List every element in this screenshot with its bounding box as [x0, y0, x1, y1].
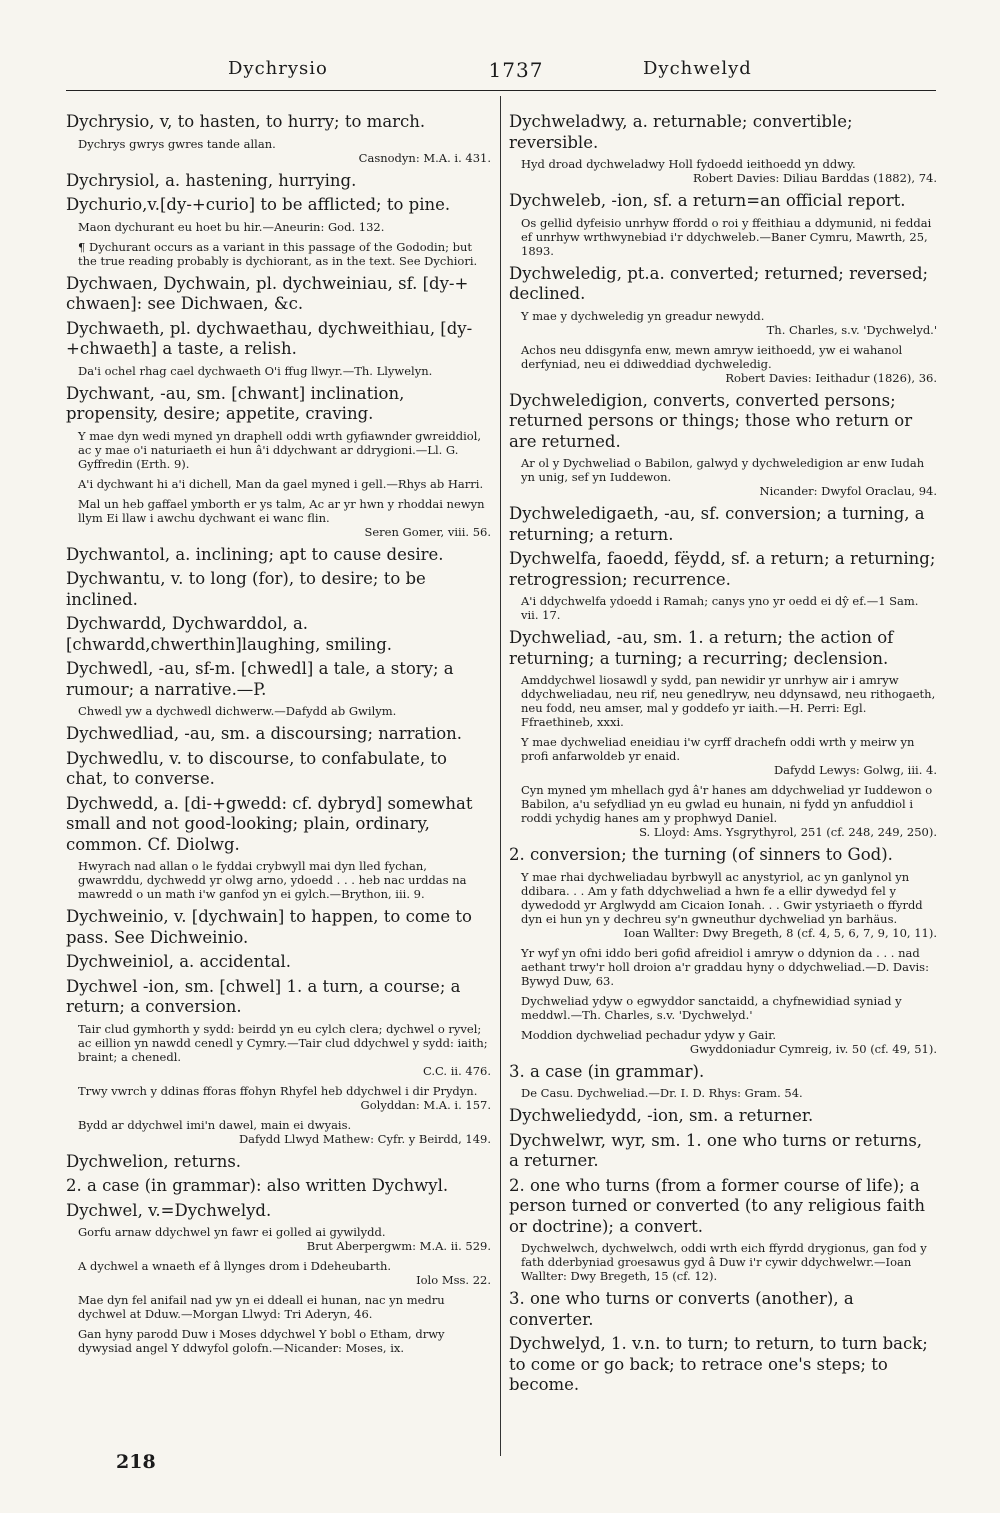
quotation: [78, 1022, 491, 1078]
quotation: [521, 994, 937, 1022]
quotation: [78, 477, 491, 491]
quotation: [521, 1028, 937, 1056]
quotation-text: Yr wyf yn ofni iddo beri gofid afreidiol i amryw o ddynion da . . . nad aethant trwy'r holl droion a'r graddau hyny o ddychweliad.—D. Davis: Bywyd Duw, 63.: [521, 945, 929, 988]
header-rule: [66, 90, 936, 91]
quotation: [521, 946, 937, 988]
quotation: [521, 1241, 937, 1283]
quotation-text: Y mae dyn wedi myned yn draphell oddi wrth gyfiawnder gwreiddiol, ac y mae o'i naturiaeth ei hun â'i ddychwant ar ddrygioni.—Ll. G. Gyffredin (Erth. 9).: [78, 428, 482, 471]
dictionary-entry: Dychwant, -au, sm. [chwant] inclination, propensity, desire; appetite, craving.: [66, 383, 405, 423]
quotation: [521, 735, 937, 777]
quotation-text: Dychweliad ydyw o egwyddor sanctaidd, a chyfnewidiad syniad y meddwl.—Th. Charles, s.v. 'Dychwelyd.': [521, 993, 902, 1022]
quotation-text: Maon dychurant eu hoet bu hir.—Aneurin: God. 132.: [78, 219, 385, 234]
quotation: [78, 1118, 491, 1146]
right-column: [509, 112, 937, 1400]
dictionary-entry: Dychweledig, pt.a. converted; returned; reversed; declined.: [509, 263, 929, 303]
quotation: [78, 240, 491, 268]
dictionary-entry: Dychweliedydd, -ion, sm. a returner.: [509, 1106, 814, 1125]
dictionary-entry: Dychwelfa, faoedd, fëydd, sf. a return; a returning; retrogression; recurrence.: [509, 549, 936, 589]
quotation-text: Cyn myned ym mhellach gyd â'r hanes am ddychweliad yr Iuddewon o Babilon, a'u sefydliad yn eu gwlad eu hunain, ni fydd yn anfuddiol i roddi ychydig hanes am y prophwyd Daniel.: [521, 783, 933, 825]
quotation-text: Mal un heb gaffael ymborth er ys talm, Ac ar yr hwn y rhoddai newyn llym Ei llaw i awchu dychwant ei wanc flin.: [78, 496, 485, 525]
quotation-text: Achos neu ddisgynfa enw, mewn amryw ieithoedd, yw ei wahanol derfyniad, neu ei ddiweddiad dychweledig.: [521, 342, 903, 371]
quotation-text: Y mae rhai dychweliadau byrbwyll ac anystyriol, ac yn ganlynol yn ddibara. . . Am y fath ddychweliad a hwn fe a ellir dywedyd fel y dywedodd yr Arglwydd am Cicaion Ionah. . . Gwir ystyriaeth o ffyrdd dyn ei hun yn y dechreu sy'n gwneuthur dychweliad yn barhäus.: [521, 869, 923, 926]
quotation: [521, 157, 937, 185]
quotation-source: Seren Gomer, viii. 56.: [364, 524, 491, 539]
quotation-text: ¶ Dychurant occurs as a variant in this passage of the Gododin; but the true reading probably is dychiorant, as in the text. See Dychiori.: [78, 239, 478, 268]
quotation-text: Hwyrach nad allan o le fyddai crybwyll mai dyn lled fychan, gwawrddu, dychwedd yr olwg arno, ydoedd . . . heb nac urddas na mawredd o un math i'w ganfod yn ei gylch.—Brython, iii. 9.: [78, 859, 467, 901]
dictionary-entry: Dychwantu, v. to long (for), to desire; to be inclined.: [66, 569, 426, 609]
quotation-text: Trwy vwrch y ddinas fforas ffohyn Rhyfel heb ddychwel i dir Prydyn.: [78, 1083, 478, 1098]
folio-number: 218: [116, 1451, 156, 1473]
quotation: [78, 704, 491, 718]
quotation-text: Y mae dychweliad eneidiau i'w cyrff drachefn oddi wrth y meirw yn profi anfarwoldeb yr enaid.: [521, 735, 915, 763]
dictionary-entry: 3. one who turns or converts (another), a converter.: [509, 1289, 854, 1329]
quotation-source: Dafydd Lewys: Golwg, iii. 4.: [773, 763, 937, 777]
quotation-source: Brut Aberpergwm: M.A. ii. 529.: [306, 1239, 491, 1253]
dictionary-entry: 2. one who turns (from a former course of life); a person turned or converted (to any religious faith or doctrine); a convert.: [509, 1175, 925, 1236]
left-column: [66, 112, 491, 1361]
dictionary-entry: Dychrysio, v, to hasten, to hurry; to march.: [66, 112, 426, 131]
dictionary-entry: Dychweinio, v. [dychwain] to happen, to come to pass. See Dichweinio.: [66, 907, 472, 947]
header-page-number: 1737: [488, 58, 544, 82]
quotation-source: S. Lloyd: Ams. Ysgrythyrol, 251 (cf. 248, 249, 250).: [639, 825, 937, 839]
quotation: [78, 859, 491, 901]
quotation: [521, 343, 937, 385]
dictionary-entry: Dychwelwr, wyr, sm. 1. one who turns or returns, a returner.: [509, 1130, 923, 1170]
quotation: [521, 870, 937, 940]
quotation-source: Casnodyn: M.A. i. 431.: [358, 150, 491, 165]
dictionary-entry: Dychrysiol, a. hastening, hurrying.: [66, 170, 357, 190]
quotation-text: Moddion dychweliad pechadur ydyw y Gair.: [521, 1027, 777, 1042]
quotation: [78, 220, 491, 234]
dictionary-entry: Dychweliad, -au, sm. 1. a return; the action of returning; a turning; a recurring; declension.: [509, 628, 894, 668]
quotation: [78, 1084, 491, 1112]
quotation-source: Robert Davies: Diliau Barddas (1882), 74.: [693, 171, 937, 185]
dictionary-entry: Dychwelyd, 1. v.n. to turn; to return, to turn back; to come or go back; to retrace one's steps; to become.: [509, 1334, 928, 1394]
header-left-word: Dychrysio: [228, 58, 328, 79]
dictionary-entry: Dychwantol, a. inclining; apt to cause desire.: [66, 544, 444, 564]
header-right-word: Dychwelyd: [643, 58, 752, 79]
quotation: [521, 673, 937, 729]
dictionary-entry: Dychurio,v.[dy-+curio] to be afflicted; to pine.: [66, 195, 451, 214]
quotation: [521, 783, 937, 839]
quotation: [78, 364, 491, 378]
quotation-source: Gwyddoniadur Cymreig, iv. 50 (cf. 49, 51).: [689, 1041, 937, 1056]
dictionary-entry: Dychweledigaeth, -au, sf. conversion; a turning, a returning; a return.: [509, 504, 925, 544]
running-header: [66, 58, 936, 90]
quotation: [521, 309, 937, 337]
dictionary-entry: Dychwaen, Dychwain, pl. dychweiniau, sf. [dy-+ chwaen]: see Dichwaen, &c.: [66, 273, 469, 313]
quotation-text: Mae dyn fel anifail nad yw yn ei ddeall ei hunan, nac yn medru dychwel at Dduw.—Morgan Llwyd: Tri Aderyn, 46.: [78, 1293, 445, 1321]
dictionary-entry: Dychwedliad, -au, sm. a discoursing; narration.: [66, 724, 463, 743]
dictionary-entry: Dychwardd, Dychwarddol, a.[chwardd,chwerthin]laughing, smiling.: [66, 614, 393, 654]
dictionary-entry: Dychwaeth, pl. dychwaethau, dychweithiau, [dy-+chwaeth] a taste, a relish.: [66, 318, 473, 358]
quotation-source: Robert Davies: Ieithadur (1826), 36.: [725, 370, 937, 385]
quotation-text: Hyd droad dychweladwy Holl fydoedd ieithoedd yn ddwy.: [521, 157, 856, 171]
quotation-text: Dychrys gwrys gwres tande allan.: [78, 136, 276, 151]
quotation-text: A'i ddychwelfa ydoedd i Ramah; canys yno yr oedd ei dŷ ef.—1 Sam. vii. 17.: [521, 594, 919, 622]
quotation: [521, 216, 937, 258]
quotation-source: C.C. ii. 476.: [422, 1063, 491, 1078]
dictionary-entry: 2. conversion; the turning (of sinners to God).: [509, 845, 893, 864]
quotation-text: De Casu. Dychweliad.—Dr. I. D. Rhys: Gram. 54.: [521, 1086, 803, 1100]
quotation-source: Th. Charles, s.v. 'Dychwelyd.': [766, 322, 937, 337]
dictionary-entry: Dychweladwy, a. returnable; convertible; reversible.: [509, 112, 853, 152]
quotation: [78, 1293, 491, 1321]
quotation-text: Y mae y dychweledig yn greadur newydd.: [521, 308, 765, 323]
quotation-source: Iolo Mss. 22.: [416, 1273, 491, 1287]
dictionary-entry: Dychweiniol, a. accidental.: [66, 952, 292, 971]
quotation-text: Ar ol y Dychweliad o Babilon, galwyd y dychweledigion ar enw Iudah yn unig, sef yn Iuddewon.: [521, 456, 925, 484]
dictionary-entry: 2. a case (in grammar): also written Dychwyl.: [66, 1176, 449, 1195]
dictionary-entry: Dychwedl, -au, sf-m. [chwedl] a tale, a story; a rumour; a narrative.—P.: [66, 659, 454, 699]
quotation: [78, 137, 491, 165]
quotation-text: Da'i ochel rhag cael dychwaeth O'i ffug llwyr.—Th. Llywelyn.: [78, 363, 433, 378]
quotation: [78, 1327, 491, 1355]
quotation-text: Tair clud gymhorth y sydd: beirdd yn eu cylch clera; dychwel o ryvel; ac eillion yn nawdd cenedl y Cymry.—Tair clud ddychwel y sydd: iaith; braint; a chenedl.: [78, 1021, 488, 1064]
quotation: [78, 497, 491, 539]
quotation-text: Dychwelwch, dychwelwch, oddi wrth eich ffyrdd drygionus, gan fod y fath dderbyniad groesawus gyd â Duw i'r cywir ddychwelwr.—Ioan Wallter: Dwy Bregeth, 15 (cf. 12).: [521, 1241, 927, 1283]
dictionary-entry: Dychwedlu, v. to discourse, to confabulate, to chat, to converse.: [66, 748, 447, 788]
quotation-text: Bydd ar ddychwel imi'n dawel, main ei dwyais.: [78, 1117, 352, 1132]
quotation-text: Gan hyny parodd Duw i Moses ddychwel Y bobl o Etham, drwy dywysiad angel Y ddwyfol golofn.—Nicander: Moses, ix.: [78, 1327, 445, 1355]
dictionary-entry: Dychweledigion, converts, converted persons; returned persons or things; those who return or are returned.: [509, 390, 913, 451]
quotation-text: A dychwel a wnaeth ef â llynges drom i Ddeheubarth.: [78, 1259, 392, 1273]
quotation-text: Chwedl yw a dychwedl dichwerw.—Dafydd ab Gwilym.: [78, 704, 397, 718]
quotation: [78, 1259, 491, 1287]
quotation-text: Os gellid dyfeisio unrhyw ffordd o roi y ffeithiau a ddymunid, ni feddai ef unrhyw wrthwynebiad i'r ddychweleb.—Baner Cymru, Mawrth, 25, 1893.: [521, 215, 932, 258]
dictionary-entry: Dychwedd, a. [di-+gwedd: cf. dybryd] somewhat small and not good-looking; plain, ordinary, common. Cf. Diolwg.: [66, 793, 473, 854]
quotation: [521, 456, 937, 498]
dictionary-entry: Dychweleb, -ion, sf. a return=an official report.: [509, 191, 906, 210]
column-divider: [500, 96, 501, 1456]
quotation-text: A'i dychwant hi a'i dichell, Man da gael myned i gell.—Rhys ab Harri.: [78, 476, 484, 491]
dictionary-entry: Dychwelion, returns.: [66, 1151, 242, 1171]
dictionary-entry: Dychwel, v.=Dychwelyd.: [66, 1200, 272, 1220]
quotation-text: Gorfu arnaw ddychwel yn fawr ei golled ai gywilydd.: [78, 1225, 386, 1239]
quotation-source: Ioan Wallter: Dwy Bregeth, 8 (cf. 4, 5, 6, 7, 9, 10, 11).: [623, 925, 937, 940]
quotation: [521, 1086, 937, 1100]
quotation-source: Nicander: Dwyfol Oraclau, 94.: [759, 484, 937, 498]
quotation-source: Golyddan: M.A. i. 157.: [360, 1097, 491, 1112]
quotation: [78, 429, 491, 471]
dictionary-entry: Dychwel -ion, sm. [chwel] 1. a turn, a course; a return; a conversion.: [66, 976, 461, 1016]
dictionary-entry: 3. a case (in grammar).: [509, 1061, 705, 1081]
quotation-text: Amddychwel liosawdl y sydd, pan newidir yr unrhyw air i amryw ddychweliadau, neu rif, neu genedlryw, neu ddynsawd, neu rithogaeth, neu fodd, neu amser, mal y goddefo yr iaith.—H. Perri: Egl. Ffraethineb, xxxi.: [521, 673, 936, 729]
quotation: [78, 1225, 491, 1253]
quotation: [521, 594, 937, 622]
quotation-source: Dafydd Llwyd Mathew: Cyfr. y Beirdd, 149.: [238, 1131, 491, 1146]
